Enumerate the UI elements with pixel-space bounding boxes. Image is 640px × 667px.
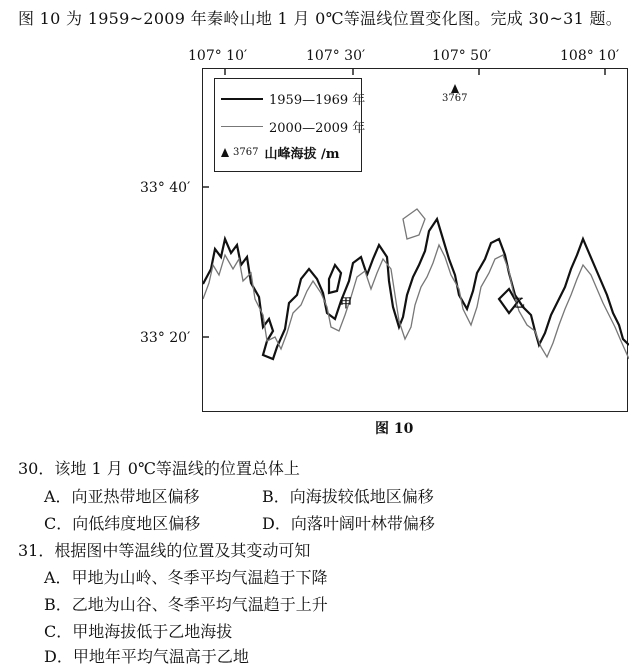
label-jia: 甲: [340, 296, 353, 310]
legend-dark-line-icon: [221, 98, 263, 100]
legend-peak-value: 3767: [233, 147, 259, 158]
legend-peak-label: 山峰海拔 /m: [264, 147, 340, 162]
lat-label-2: 33° 20′: [140, 330, 191, 346]
legend-label-1959: 1959—1969 年: [269, 93, 366, 108]
label-yi: 乙: [513, 296, 526, 310]
peak-marker: [442, 84, 467, 104]
lat-label-1: 33° 40′: [140, 180, 191, 196]
peak-triangle-icon: [451, 84, 459, 93]
figure-caption: 图 10: [375, 421, 414, 437]
intro-text: 图 10 为 1959~2009 年秦岭山地 1 月 0℃等温线位置变化图。完成 30~31 题。: [18, 9, 623, 28]
q30-option-d: D．向落叶阔叶林带偏移: [262, 514, 435, 533]
q30-stem: 30．该地 1 月 0℃等温线的位置总体上: [18, 459, 300, 478]
legend-label-2000: 2000—2009 年: [269, 121, 366, 136]
q31-stem: 31．根据图中等温线的位置及其变动可知: [18, 541, 311, 560]
lon-label-3: 107° 50′: [432, 48, 492, 64]
q31-option-c: C．甲地海拔低于乙地海拔: [44, 622, 233, 641]
map-legend: [214, 78, 366, 172]
peak-value: 3767: [442, 93, 468, 104]
lon-label-1: 107° 10′: [188, 48, 248, 64]
legend-row-peak: [221, 143, 339, 162]
q31-option-d: D．甲地年平均气温高于乙地: [44, 647, 249, 666]
q31-option-b: B．乙地为山谷、冬季平均气温趋于上升: [44, 595, 328, 614]
lon-label-4: 108° 10′: [560, 48, 620, 64]
q30-option-a: A．向亚热带地区偏移: [44, 487, 200, 506]
legend-gray-line-icon: [221, 126, 263, 127]
legend-row-1959: [221, 89, 365, 108]
lon-label-2: 107° 30′: [306, 48, 366, 64]
q31-option-a: A．甲地为山岭、冬季平均气温趋于下降: [44, 568, 328, 587]
legend-row-2000: [221, 117, 365, 136]
q30-option-c: C．向低纬度地区偏移: [44, 514, 201, 533]
legend-triangle-icon: [221, 148, 229, 157]
q30-option-b: B．向海拔较低地区偏移: [262, 487, 434, 506]
